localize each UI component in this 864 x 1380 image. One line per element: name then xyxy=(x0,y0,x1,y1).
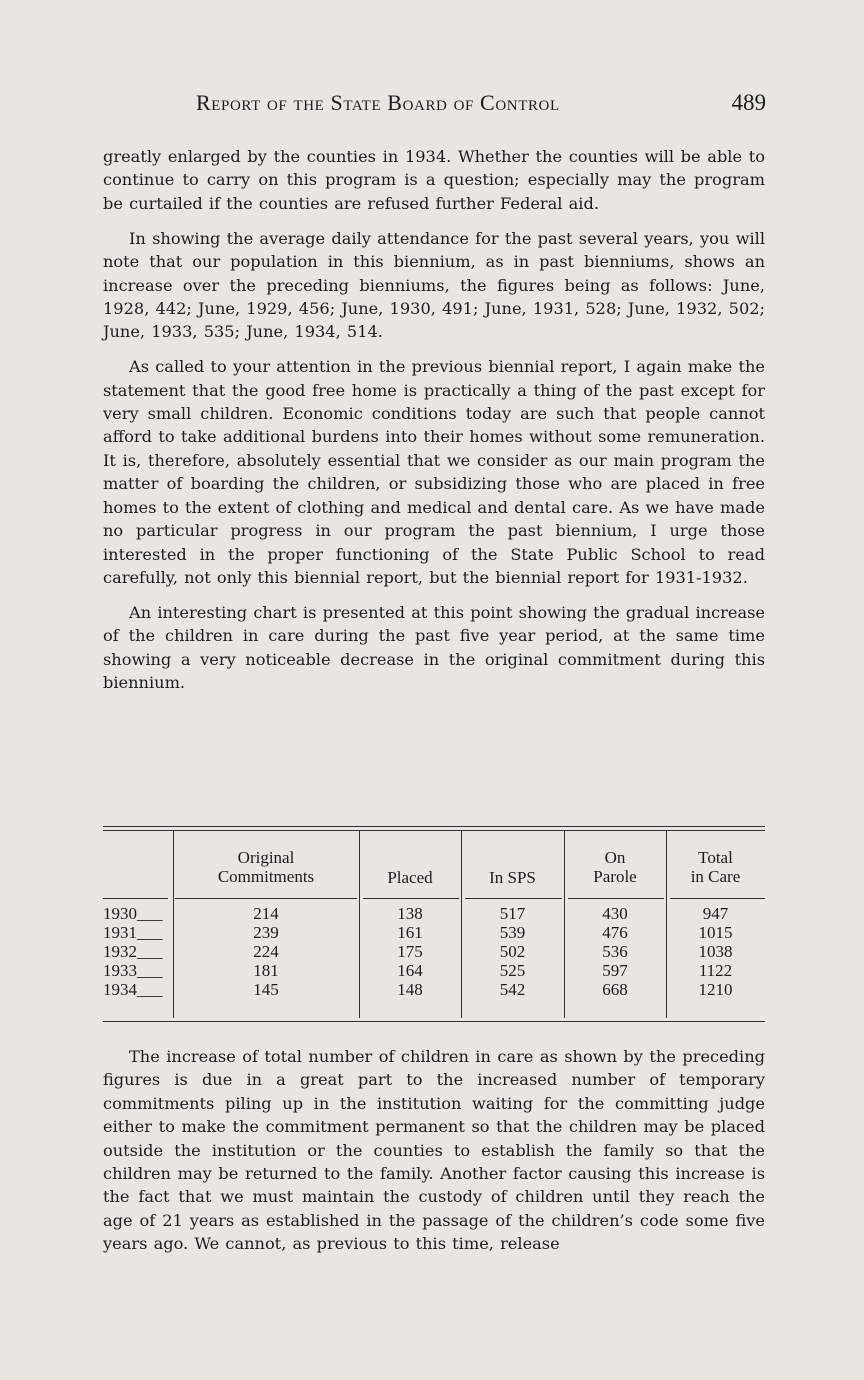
table-cell: 536 xyxy=(602,942,628,961)
running-header xyxy=(196,90,766,122)
paragraph-closing: The increase of total number of children in care as shown by the preceding figures is due in a great part to the increased number of temporary commitments piling up in the institution waiting for the committing judge either to make the commitment permanent so that the children may be placed outside the institution or the counties to establish the family so that the children may be returned to the family. Another factor causing this increase is the fact that we must maintain the custody of children until they reach the age of 21 years as established in the passage of the children’s code some five years ago. We cannot, as previous to this time, release xyxy=(103,1047,765,1254)
header-underline xyxy=(568,898,664,899)
header-text: Original xyxy=(237,848,295,867)
year-cell: 1932___ xyxy=(103,942,163,961)
header-placed: Placed xyxy=(387,868,433,887)
table-cell: 181 xyxy=(253,961,279,980)
header-underline xyxy=(103,898,168,899)
page-number: 489 xyxy=(731,90,766,115)
table-cell: 164 xyxy=(397,961,423,980)
header-text: in Care xyxy=(690,867,741,886)
header-text: Total xyxy=(698,848,733,867)
year-cell: 1934___ xyxy=(103,980,163,999)
header-underline xyxy=(363,898,459,899)
header-in-sps: In SPS xyxy=(489,868,536,887)
statistics-table xyxy=(103,826,765,1022)
table-cell: 502 xyxy=(499,942,526,961)
header-original-commitments xyxy=(173,848,359,886)
paragraph-free-home: As called to your attention in the previous biennial report, I again make the statement that the good free home is practically a thing of the past except for very small children. Economic conditions today are such that people cannot afford to take additional burdens into their homes without some remuneration. It is, therefore, absolutely essential that we consider as our main program the matter of boarding the children, or subsidizing those who are placed in free homes to the extent of clothing and medical and dental care. As we have made no particular progress in our program the past biennium, I urge those interested in the proper functioning of the State Public School to read carefully, not only this biennial report, but the biennial report for 1931-1932. xyxy=(103,357,765,587)
header-underline xyxy=(465,898,562,899)
table-cell: 1015 xyxy=(698,923,733,942)
paragraph-attendance: In showing the average daily attendance for the past several years, you will note that our population in this biennium, as in past bienniums, shows an increase over the preceding bienniums, the figures being as follows: June, 1928, 442; June, 1929, 456; June, 1930, 491; June, 1931, 528; June, 1932, 502; June, 1933, 535; June, 1934, 514. xyxy=(103,228,765,342)
year-cell: 1930___ xyxy=(103,904,163,923)
table-cell: 138 xyxy=(397,904,423,923)
header-text: Parole xyxy=(593,867,637,886)
header-text: On xyxy=(604,848,626,867)
table-cell: 597 xyxy=(602,961,628,980)
in-sps-column xyxy=(461,904,564,999)
year-column xyxy=(103,904,163,999)
paragraph-continuation: greatly enlarged by the counties in 1934. Whether the counties will be able to continue to carry on this program is a question; especially may the program be curtailed if the counties are refused further Federal aid. xyxy=(103,147,765,213)
table-cell: 1210 xyxy=(698,980,733,999)
header-text: Commitments xyxy=(217,867,315,886)
table-cell: 525 xyxy=(499,961,526,980)
table-cell: 430 xyxy=(602,904,628,923)
body-text-lower xyxy=(103,1045,765,1256)
total-in-care-column xyxy=(666,904,765,999)
header-underline xyxy=(670,898,765,899)
table-cell: 539 xyxy=(499,923,526,942)
table-cell: 239 xyxy=(253,923,279,942)
table-cell: 947 xyxy=(702,904,729,923)
table-cell: 214 xyxy=(253,904,279,923)
report-title: Report of the State Board of Control xyxy=(196,90,560,115)
table-cell: 224 xyxy=(253,942,279,961)
table-cell: 1122 xyxy=(698,961,733,980)
paragraph-chart-intro: An interesting chart is presented at this point showing the gradual increase of the children in care during the past five year period, at the same time showing a very noticeable decrease in the original commitment during this biennium. xyxy=(103,602,765,693)
table-cell: 145 xyxy=(253,980,279,999)
table-cell: 148 xyxy=(397,980,423,999)
table-cell: 542 xyxy=(499,980,526,999)
table-bottom-rule xyxy=(103,1021,765,1022)
year-cell: 1933___ xyxy=(103,961,163,980)
placed-column xyxy=(359,904,461,999)
year-cell: 1931___ xyxy=(103,923,163,942)
header-total-in-care xyxy=(666,848,765,886)
table-cell: 668 xyxy=(602,980,628,999)
table-cell: 476 xyxy=(602,923,628,942)
table-cell: 517 xyxy=(499,904,526,923)
header-on-parole xyxy=(564,848,666,886)
table-cell: 1038 xyxy=(698,942,733,961)
header-underline xyxy=(175,898,357,899)
original-commitments-column xyxy=(173,904,359,999)
on-parole-column xyxy=(564,904,666,999)
table-cell: 161 xyxy=(397,923,423,942)
table-top-rule xyxy=(103,826,765,827)
body-text-upper xyxy=(103,145,765,694)
table-cell: 175 xyxy=(397,942,423,961)
